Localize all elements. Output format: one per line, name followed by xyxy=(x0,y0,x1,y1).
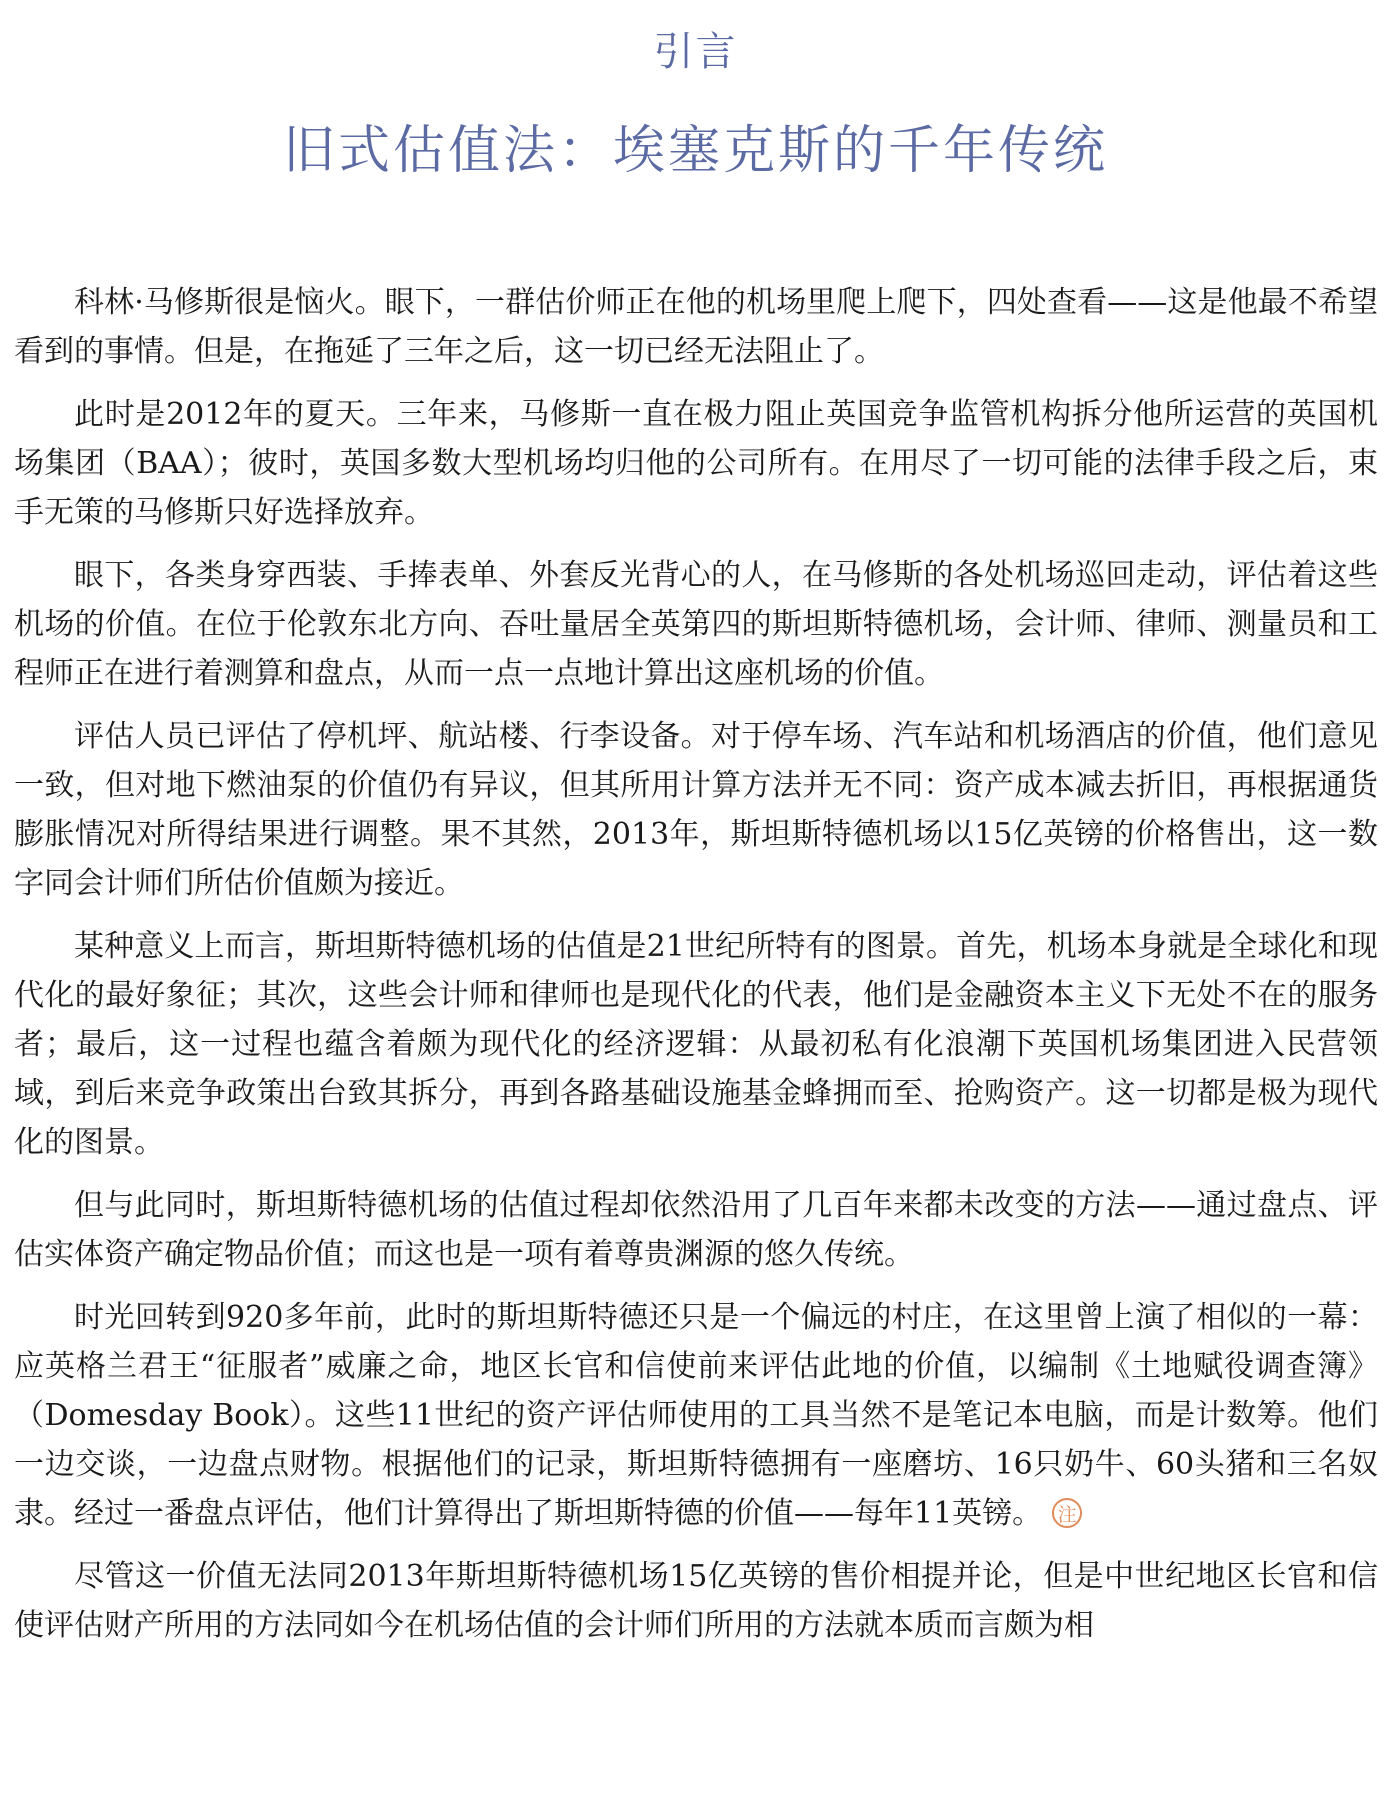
paragraph-text: 时光回转到920多年前，此时的斯坦斯特德还只是一个偏远的村庄，在这里曾上演了相似的一幕：应英格兰君王“征服者”威廉之命，地区长官和信使前来评估此地的价值，以编制《土地赋役调查簿》（Domesday Book）。这些11世纪的资产评估师使用的工具当然不是笔记本电脑，而是计数筹。他们一边交谈，一边盘点财物。根据他们的记录，斯坦斯特德拥有一座磨坊、16只奶牛、60头猪和三名奴隶。经过一番盘点评估，他们计算得出了斯坦斯特德的价值——每年11英镑。 xyxy=(14,1300,1378,1531)
paragraph: 此时是2012年的夏天。三年来，马修斯一直在极力阻止英国竞争监管机构拆分他所运营的英国机场集团（BAA）；彼时，英国多数大型机场均归他的公司所有。在用尽了一切可能的法律手段之后，束手无策的马修斯只好选择放弃。 xyxy=(14,397,1378,530)
paragraph: 眼下，各类身穿西装、手捧表单、外套反光背心的人，在马修斯的各处机场巡回走动，评估着这些机场的价值。在位于伦敦东北方向、吞吐量居全英第四的斯坦斯特德机场，会计师、律师、测量员和工程师正在进行着测算和盘点，从而一点一点地计算出这座机场的价值。 xyxy=(14,558,1378,691)
chapter-label: 引言 xyxy=(653,29,738,75)
paragraph: 但与此同时，斯坦斯特德机场的估值过程却依然沿用了几百年来都未改变的方法——通过盘点、评估实体资产确定物品价值；而这也是一项有着尊贵渊源的悠久传统。 xyxy=(14,1188,1378,1272)
footnote-marker[interactable]: 注 xyxy=(1052,1498,1082,1528)
paragraph: 评估人员已评估了停机坪、航站楼、行李设备。对于停车场、汽车站和机场酒店的价值，他们意见一致，但对地下燃油泵的价值仍有异议，但其所用计算方法并无不同：资产成本减去折旧，再根据通货膨胀情况对所得结果进行调整。果不其然，2013年，斯坦斯特德机场以15亿英镑的价格售出，这一数字同会计师们所估价值颇为接近。 xyxy=(14,719,1378,901)
paragraph: 尽管这一价值无法同2013年斯坦斯特德机场15亿英镑的售价相提并论，但是中世纪地区长官和信使评估财产所用的方法同如今在机场估值的会计师们所用的方法就本质而言颇为相 xyxy=(14,1559,1378,1643)
paragraph-with-note xyxy=(14,1293,1378,1538)
body-text xyxy=(14,278,1378,1664)
chapter-title: 旧式估值法：埃塞克斯的千年传统 xyxy=(282,121,1108,181)
paragraph: 某种意义上而言，斯坦斯特德机场的估值是21世纪所特有的图景。首先，机场本身就是全球化和现代化的最好象征；其次，这些会计师和律师也是现代化的代表，他们是金融资本主义下无处不在的服务者；最后，这一过程也蕴含着颇为现代化的经济逻辑：从最初私有化浪潮下英国机场集团进入民营领域，到后来竞争政策出台致其拆分，再到各路基础设施基金蜂拥而至、抢购资产。这一切都是极为现代化的图景。 xyxy=(14,929,1378,1160)
paragraph: 科林·马修斯很是恼火。眼下，一群估价师正在他的机场里爬上爬下，四处查看——这是他最不希望看到的事情。但是，在拖延了三年之后，这一切已经无法阻止了。 xyxy=(14,285,1378,369)
